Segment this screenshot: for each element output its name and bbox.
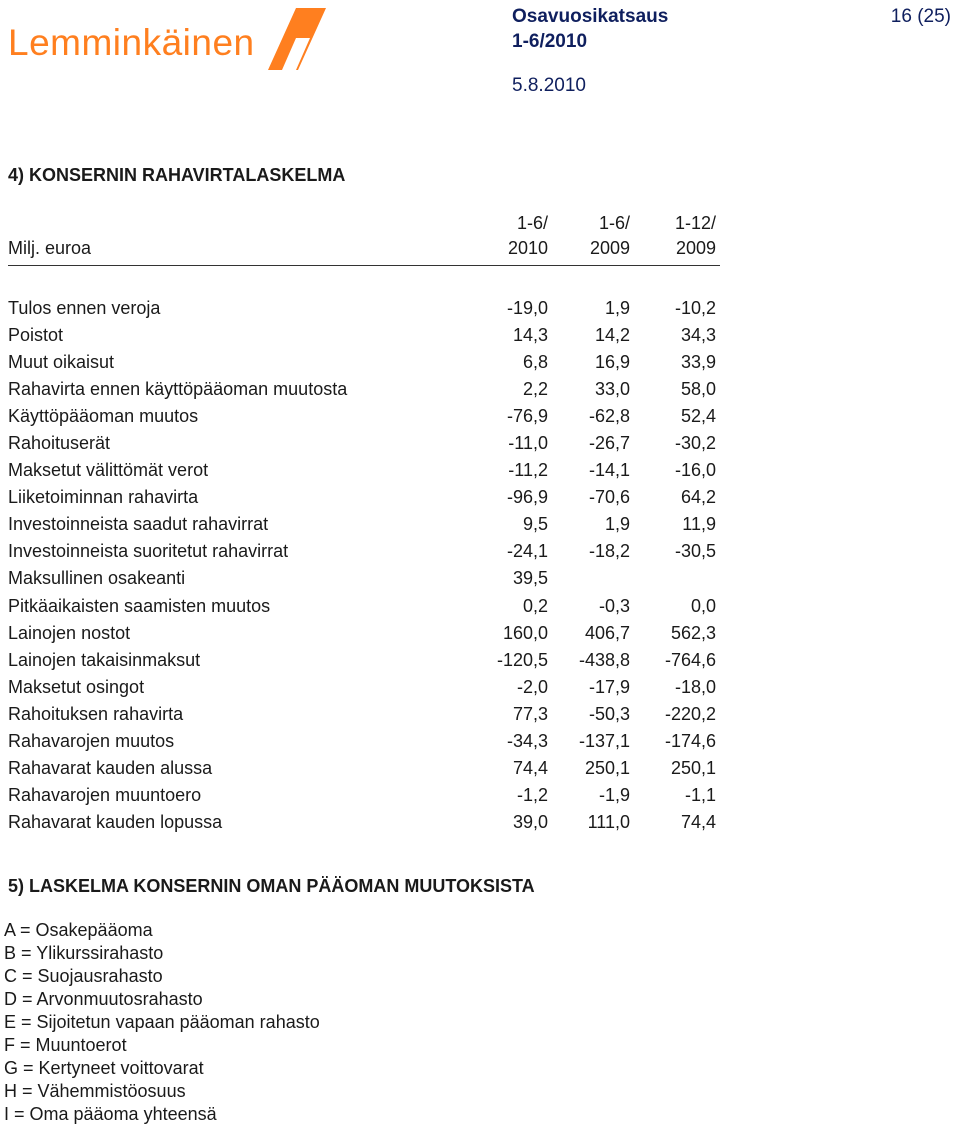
row-value-3: 562,3 xyxy=(670,622,716,643)
table-row xyxy=(8,758,720,785)
row-value-1: 39,0 xyxy=(512,811,548,832)
row-value-3: 74,4 xyxy=(680,811,716,832)
table-row xyxy=(8,406,720,433)
logo-wordmark: Lemminkäinen xyxy=(8,22,255,63)
row-value-3: -10,2 xyxy=(674,298,716,318)
column-header-1-line1: 1-6/ xyxy=(516,213,548,233)
row-value-2: 14,2 xyxy=(594,325,630,346)
column-header-2-line1: 1-6/ xyxy=(598,213,630,233)
row-value-1: -19,0 xyxy=(506,298,548,318)
cash-flow-table xyxy=(8,213,720,839)
table-row xyxy=(8,650,720,677)
row-value-2: -62,8 xyxy=(588,406,630,427)
row-value-1: 77,3 xyxy=(512,703,548,724)
row-value-1: 39,5 xyxy=(512,568,548,589)
row-label: Lainojen takaisinmaksut xyxy=(8,649,201,670)
logo-mark-icon xyxy=(262,4,332,74)
column-header-row-1 xyxy=(8,213,720,238)
row-label: Rahavirta ennen käyttöpääoman muutosta xyxy=(8,379,348,400)
table-row xyxy=(8,487,720,514)
table-row xyxy=(8,325,720,352)
legend-item: H = Vähemmistöosuus xyxy=(4,1081,186,1101)
row-value-3: -174,6 xyxy=(664,730,716,751)
row-value-1: 0,2 xyxy=(522,595,548,616)
row-label: Rahavarat kauden lopussa xyxy=(8,811,223,832)
table-row xyxy=(8,596,720,623)
row-value-3: 250,1 xyxy=(670,757,716,778)
row-value-2: 1,9 xyxy=(604,514,630,535)
table-row xyxy=(8,352,720,379)
row-value-1: -2,0 xyxy=(516,676,548,697)
row-value-2: 1,9 xyxy=(604,298,630,318)
legend-item: C = Suojausrahasto xyxy=(4,966,163,986)
row-value-3: 11,9 xyxy=(682,514,716,535)
row-value-1: -120,5 xyxy=(496,649,548,670)
legend-item: F = Muuntoerot xyxy=(4,1035,127,1055)
row-value-3: -220,2 xyxy=(664,703,716,724)
header-divider xyxy=(8,265,720,266)
row-label: Rahavarat kauden alussa xyxy=(8,757,213,778)
row-value-2: -0,3 xyxy=(598,595,630,616)
table-row xyxy=(8,379,720,406)
row-value-1: 160,0 xyxy=(502,622,548,643)
legend-item: I = Oma pääoma yhteensä xyxy=(4,1104,217,1124)
table-row xyxy=(8,433,720,460)
section-4-title: 4) KONSERNIN RAHAVIRTALASKELMA xyxy=(8,165,346,185)
row-value-2: -17,9 xyxy=(588,676,630,697)
page-number: 16 (25) xyxy=(890,6,951,27)
row-value-2: -50,3 xyxy=(588,703,630,724)
table-row xyxy=(8,298,720,325)
row-value-2: 250,1 xyxy=(584,757,630,778)
row-value-1: -76,9 xyxy=(506,406,548,427)
row-value-2: -438,8 xyxy=(578,649,630,670)
row-label: Maksetut osingot xyxy=(8,676,145,697)
row-value-1: 14,3 xyxy=(512,325,548,346)
legend-item: D = Arvonmuutosrahasto xyxy=(4,989,203,1009)
row-value-3: -1,1 xyxy=(684,784,716,805)
table-row xyxy=(8,785,720,812)
column-header-row-2 xyxy=(8,238,720,263)
row-label: Käyttöpääoman muutos xyxy=(8,406,199,427)
legend-item: A = Osakepääoma xyxy=(4,920,153,940)
row-label: Investoinneista saadut rahavirrat xyxy=(8,514,269,535)
row-value-3: -764,6 xyxy=(664,649,716,670)
row-label: Liiketoiminnan rahavirta xyxy=(8,487,199,508)
table-row xyxy=(8,731,720,758)
column-header-3-line1: 1-12/ xyxy=(674,213,716,233)
row-label: Maksetut välittömät verot xyxy=(8,460,209,481)
row-value-3: -18,0 xyxy=(674,676,716,697)
column-header-3-line2: 2009 xyxy=(675,238,716,258)
row-value-1: -11,0 xyxy=(508,433,548,454)
table-row xyxy=(8,460,720,487)
row-label: Muut oikaisut xyxy=(8,352,115,373)
row-value-1: 9,5 xyxy=(522,514,548,535)
table-row xyxy=(8,677,720,704)
row-value-2: -14,1 xyxy=(588,460,630,481)
row-value-2: 111,0 xyxy=(587,811,630,832)
row-value-1: -1,2 xyxy=(516,784,548,805)
row-label: Tulos ennen veroja xyxy=(8,298,161,318)
table-row xyxy=(8,704,720,731)
row-value-2: -137,1 xyxy=(578,730,630,751)
row-label: Rahavarojen muuntoero xyxy=(8,784,202,805)
row-label: Pitkäaikaisten saamisten muutos xyxy=(8,595,271,616)
table-row xyxy=(8,541,720,568)
row-value-1: -24,1 xyxy=(506,541,548,562)
unit-label: Milj. euroa xyxy=(8,238,92,258)
company-logo xyxy=(4,4,326,74)
row-value-2: 16,9 xyxy=(594,352,630,373)
column-header-1-line2: 2010 xyxy=(507,238,548,258)
row-label: Maksullinen osakeanti xyxy=(8,568,186,589)
row-value-2: -18,2 xyxy=(588,541,630,562)
row-label: Lainojen nostot xyxy=(8,622,131,643)
report-date: 5.8.2010 xyxy=(512,75,586,96)
legend-item: E = Sijoitetun vapaan pääoman rahasto xyxy=(4,1012,320,1032)
row-value-3: 33,9 xyxy=(680,352,716,373)
table-row xyxy=(8,514,720,541)
section-5-title: 5) LASKELMA KONSERNIN OMAN PÄÄOMAN MUUTOKSISTA xyxy=(8,876,535,896)
row-label: Rahavarojen muutos xyxy=(8,730,175,751)
row-label: Rahoituksen rahavirta xyxy=(8,703,184,724)
row-value-3: 0,0 xyxy=(690,595,716,616)
column-header-2-line2: 2009 xyxy=(589,238,630,258)
row-value-1: 74,4 xyxy=(512,757,548,778)
row-value-2: -1,9 xyxy=(598,784,630,805)
row-value-3: -30,2 xyxy=(674,433,716,454)
table-row xyxy=(8,568,720,595)
report-title: Osavuosikatsaus xyxy=(512,6,669,27)
table-row xyxy=(8,623,720,650)
row-value-1: -96,9 xyxy=(506,487,548,508)
row-value-2: -26,7 xyxy=(588,433,630,454)
legend-item: B = Ylikurssirahasto xyxy=(4,943,164,963)
table-body xyxy=(8,298,720,839)
row-label: Rahoituserät xyxy=(8,433,111,454)
row-label: Poistot xyxy=(8,325,64,346)
row-value-1: -11,2 xyxy=(508,460,548,481)
row-value-3: 52,4 xyxy=(680,406,716,427)
row-value-1: 6,8 xyxy=(522,352,548,373)
equity-legend xyxy=(4,919,320,1126)
row-value-2: -70,6 xyxy=(588,487,630,508)
row-value-1: 2,2 xyxy=(522,379,548,400)
legend-item: G = Kertyneet voittovarat xyxy=(4,1058,204,1078)
row-value-3: -16,0 xyxy=(674,460,716,481)
table-row xyxy=(8,812,720,839)
row-value-3: -30,5 xyxy=(674,541,716,562)
row-value-3: 64,2 xyxy=(680,487,716,508)
row-value-1: -34,3 xyxy=(506,730,548,751)
row-value-3: 34,3 xyxy=(680,325,716,346)
report-period: 1-6/2010 xyxy=(512,31,588,52)
row-label: Investoinneista suoritetut rahavirrat xyxy=(8,541,289,562)
row-value-3: 58,0 xyxy=(680,379,716,400)
row-value-2: 406,7 xyxy=(584,622,630,643)
row-value-2: 33,0 xyxy=(594,379,630,400)
